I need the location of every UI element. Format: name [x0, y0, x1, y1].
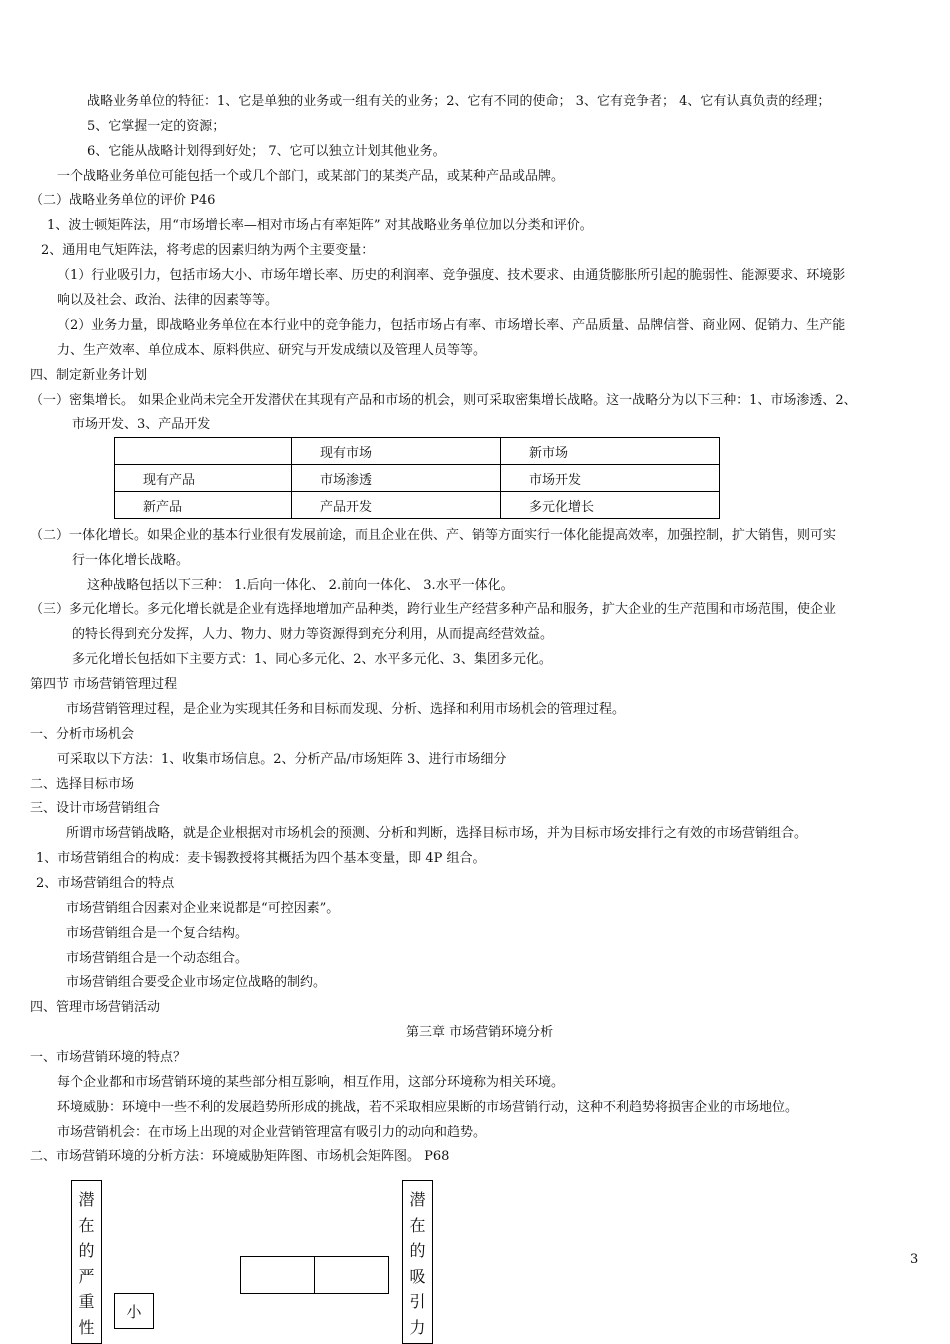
small-level-box — [114, 1293, 154, 1329]
paragraph-line: 1、市场营销组合的构成：麦卡锡教授将其概括为四个基本变量，即 4P 组合。 — [36, 851, 486, 866]
vertical-char: 潜 — [78, 1190, 95, 1209]
table-cell: 现有产品 — [115, 465, 292, 492]
vertical-char: 的 — [409, 1241, 426, 1260]
page-number: 3 — [910, 1252, 919, 1267]
table-cell: 新市场 — [501, 438, 720, 465]
paragraph-line: 2、通用电气矩阵法，将考虑的因素归纳为两个主要变量： — [41, 243, 375, 258]
paragraph-line: 一个战略业务单位可能包括一个或几个部门，或某部门的某类产品，或某种产品或品牌。 — [57, 169, 565, 184]
paragraph-line: 市场营销组合因素对企业来说都是“可控因素”。 — [66, 901, 340, 916]
vertical-char: 的 — [78, 1241, 95, 1260]
vertical-char: 在 — [409, 1215, 426, 1235]
paragraph-line: 响以及社会、政治、法律的因素等等。 — [57, 293, 279, 308]
vertical-char: 重 — [78, 1292, 95, 1311]
table-header-row — [115, 438, 720, 465]
opportunity-attractiveness-axis-label — [402, 1180, 433, 1344]
vertical-char: 吸 — [409, 1266, 426, 1286]
paragraph-line: 每个企业都和市场营销环境的某些部分相互影响，相互作用，这部分环境称为相关环境。 — [57, 1075, 565, 1090]
paragraph-line: 所谓市场营销战略，就是企业根据对市场机会的预测、分析和判断，选择目标市场，并为目标市场安排行之有效的市场营销组合。 — [66, 826, 808, 841]
section-heading: 四、管理市场营销活动 — [30, 1000, 161, 1015]
vertical-char: 引 — [409, 1292, 426, 1311]
paragraph-line: 市场营销管理过程，是企业为实现其任务和目标而发现、分析、选择和利用市场机会的管理过程。 — [66, 702, 626, 717]
paragraph-line: 环境威胁：环境中一些不利的发展趋势所形成的挑战，若不采取相应果断的市场营销行动，这种不利趋势将损害企业的市场地位。 — [57, 1100, 799, 1115]
section-heading: 二、选择目标市场 — [30, 777, 135, 792]
paragraph-line: 市场营销机会：在市场上出现的对企业营销管理富有吸引力的动向和趋势。 — [57, 1125, 487, 1140]
vertical-char: 性 — [78, 1317, 95, 1337]
paragraph-line: 力、生产效率、单位成本、原料供应、研究与开发成绩以及管理人员等等。 — [57, 343, 487, 358]
matrix-cell — [314, 1256, 389, 1294]
paragraph-line: 这种战略包括以下三种： 1.后向一体化、 2.前向一体化、 3.水平一体化。 — [87, 578, 514, 593]
vertical-char: 潜 — [409, 1190, 426, 1209]
paragraph-line: 行一体化增长战略。 — [72, 553, 190, 568]
section-heading: 一、市场营销环境的特点？ — [30, 1050, 187, 1065]
paragraph-line: 的特长得到充分发挥，人力、物力、财力等资源得到充分利用，从而提高经营效益。 — [72, 627, 554, 642]
paragraph-line: 可采取以下方法：1、收集市场信息。2、分析产品/市场矩阵 3、进行市场细分 — [57, 752, 507, 767]
section-heading: 三、设计市场营销组合 — [30, 801, 161, 816]
table-row — [115, 492, 720, 519]
small-level-label: 小 — [126, 1302, 142, 1321]
table-row — [115, 465, 720, 492]
paragraph-line: 5、它掌握一定的资源； — [87, 119, 226, 134]
paragraph-line: 2、市场营销组合的特点 — [36, 876, 175, 891]
paragraph-line: （二）一体化增长。如果企业的基本行业很有发展前途，而且企业在供、产、销等方面实行一体化能提高效率，加强控制，扩大销售，则可实 — [30, 528, 837, 543]
table-cell: 现有市场 — [292, 438, 501, 465]
vertical-char: 严 — [78, 1266, 95, 1286]
product-market-matrix-table — [114, 437, 720, 519]
section-heading: 第四节 市场营销管理过程 — [30, 677, 178, 692]
paragraph-line: 6、它能从战略计划得到好处； 7、它可以独立计划其他业务。 — [87, 144, 446, 159]
vertical-char: 力 — [409, 1317, 426, 1337]
paragraph-line: 战略业务单位的特征：1、它是单独的业务或一组有关的业务；2、它有不同的使命； 3、它有竞争者； 4、它有认真负责的经理； — [87, 94, 831, 109]
matrix-cell — [240, 1256, 315, 1294]
chapter-title: 第三章 市场营销环境分析 — [406, 1025, 554, 1040]
vertical-char: 在 — [78, 1215, 95, 1235]
paragraph-line: 市场开发、3、产品开发 — [72, 417, 211, 432]
paragraph-line: 多元化增长包括如下主要方式：1、同心多元化、2、水平多元化、3、集团多元化。 — [72, 652, 552, 667]
table-cell: 市场渗透 — [292, 465, 501, 492]
paragraph-line: （1）行业吸引力，包括市场大小、市场年增长率、历史的利润率、竞争强度、技术要求、由通货膨胀所引起的脆弱性、能源要求、环境影 — [57, 268, 846, 283]
table-cell: 新产品 — [115, 492, 292, 519]
paragraph-line: 市场营销组合是一个复合结构。 — [66, 926, 249, 941]
section-heading: 二、市场营销环境的分析方法：环境威胁矩阵图、市场机会矩阵图。 P68 — [30, 1149, 450, 1164]
paragraph-line: 市场营销组合要受企业市场定位战略的制约。 — [66, 975, 327, 990]
paragraph-line: 市场营销组合是一个动态组合。 — [66, 951, 249, 966]
table-cell: 产品开发 — [292, 492, 501, 519]
paragraph-line: 1、波士顿矩阵法，用“市场增长率—相对市场占有率矩阵” 对其战略业务单位加以分类和评价。 — [47, 218, 593, 233]
paragraph-line: （2）业务力量，即战略业务单位在本行业中的竞争能力，包括市场占有率、市场增长率、产品质量、品牌信誉、商业网、促销力、生产能 — [57, 318, 846, 333]
table-cell: 多元化增长 — [501, 492, 720, 519]
threat-severity-axis-label — [71, 1180, 102, 1344]
table-cell — [115, 438, 292, 465]
section-heading: 一、分析市场机会 — [30, 727, 135, 742]
paragraph-line: （一）密集增长。 如果企业尚未完全开发潜伏在其现有产品和市场的机会，则可采取密集增长战略。这一战略分为以下三种：1、市场渗透、2、 — [30, 393, 857, 408]
section-heading: （二）战略业务单位的评价 P46 — [30, 193, 216, 208]
paragraph-line: （三）多元化增长。多元化增长就是企业有选择地增加产品种类，跨行业生产经营多种产品和服务，扩大企业的生产范围和市场范围，使企业 — [30, 602, 837, 617]
section-heading: 四、制定新业务计划 — [30, 368, 148, 383]
table-cell: 市场开发 — [501, 465, 720, 492]
